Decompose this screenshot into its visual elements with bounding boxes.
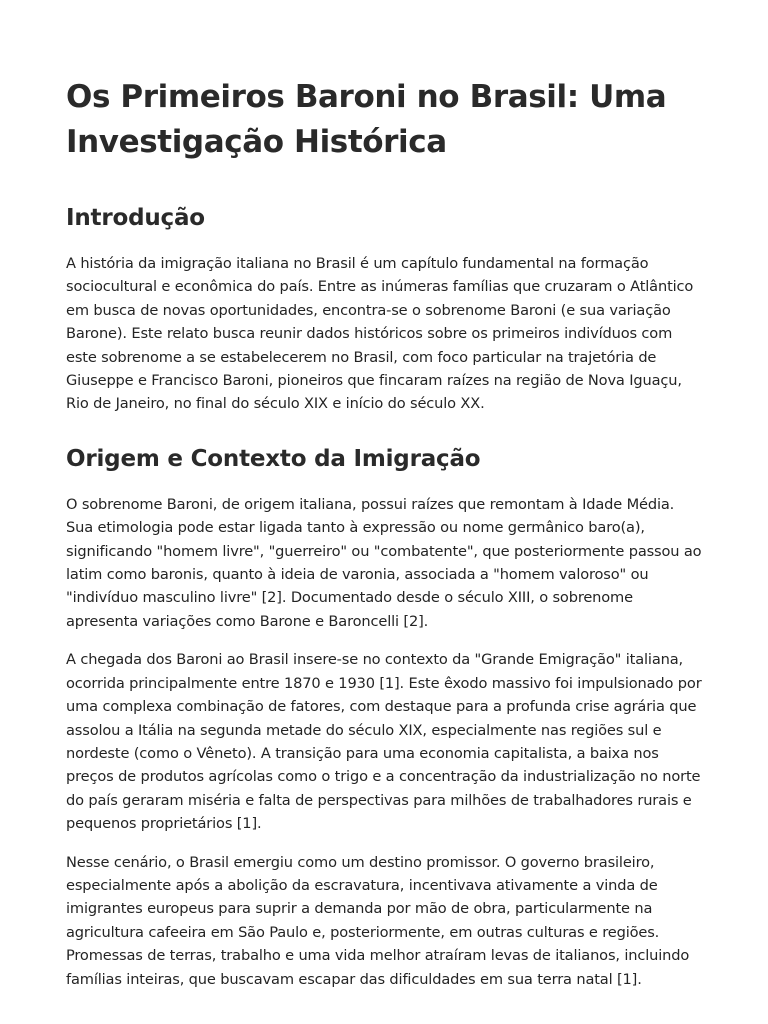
paragraph: A história da imigração italiana no Brasil é um capítulo fundamental na formação sociocultural e econômica do país. Entre as inúmeras famílias que cruzaram o Atlântico em busca de novas oportunidades, encontra-se o sobrenome Baroni (e sua variação Barone). Este relato busca reunir dados históricos sobre os primeiros indivíduos com este sobrenome a se estabelecerem no Brasil, com foco particular na trajetória de Giuseppe e Francisco Baroni, pioneiros que fincaram raízes na região de Nova Iguaçu, Rio de Janeiro, no final do século XIX e início do século XX.: [66, 255, 694, 413]
paragraph: O sobrenome Baroni, de origem italiana, possui raízes que remontam à Idade Média. Sua etimologia pode estar ligada tanto à expressão ou nome germânico baro(a), significando "homem livre", "guerreiro" ou "combatente", que posteriormente passou ao latim como baronis, quanto à ideia de varonia, associada a "homem valoroso" ou "indivíduo masculino livre" [2]. Documentado desde o século XIII, o sobrenome apresenta variações como Barone e Baroncelli [2].: [66, 495, 702, 630]
section-origem-contexto: [66, 444, 702, 991]
document-title: Os Primeiros Baroni no Brasil: Uma Investigação Histórica: [66, 79, 667, 160]
paragraph: A chegada dos Baroni ao Brasil insere-se no contexto da "Grande Emigração" italiana, ocorrida principalmente entre 1870 e 1930 [1]. Este êxodo massivo foi impulsionado por uma complexa combinação de fatores, com destaque para a profunda crise agrária que assolou a Itália na segunda metade do século XIX, especialmente nas regiões sul e nordeste (como o Vêneto). A transição para uma economia capitalista, a baixa nos preços de produtos agrícolas como o trigo e a concentração da industrialização no norte do país geraram miséria e falta de perspectivas para milhões de trabalhadores rurais e pequenos proprietários [1].: [66, 651, 702, 833]
section-heading: Origem e Contexto da Imigração: [66, 445, 481, 472]
section-heading: Introdução: [66, 205, 205, 231]
paragraph: Nesse cenário, o Brasil emergiu como um destino promissor. O governo brasileiro, especialmente após a abolição da escravatura, incentivava ativamente a vinda de imigrantes europeus para suprir a demanda por mão de obra, particularmente na agricultura cafeeira em São Paulo e, posteriormente, em outras culturas e regiões. Promessas de terras, trabalho e uma vida melhor atraíram levas de italianos, incluindo famílias inteiras, que buscavam escapar das dificuldades em sua terra natal [1].: [66, 853, 690, 988]
section-introducao: [66, 203, 702, 416]
